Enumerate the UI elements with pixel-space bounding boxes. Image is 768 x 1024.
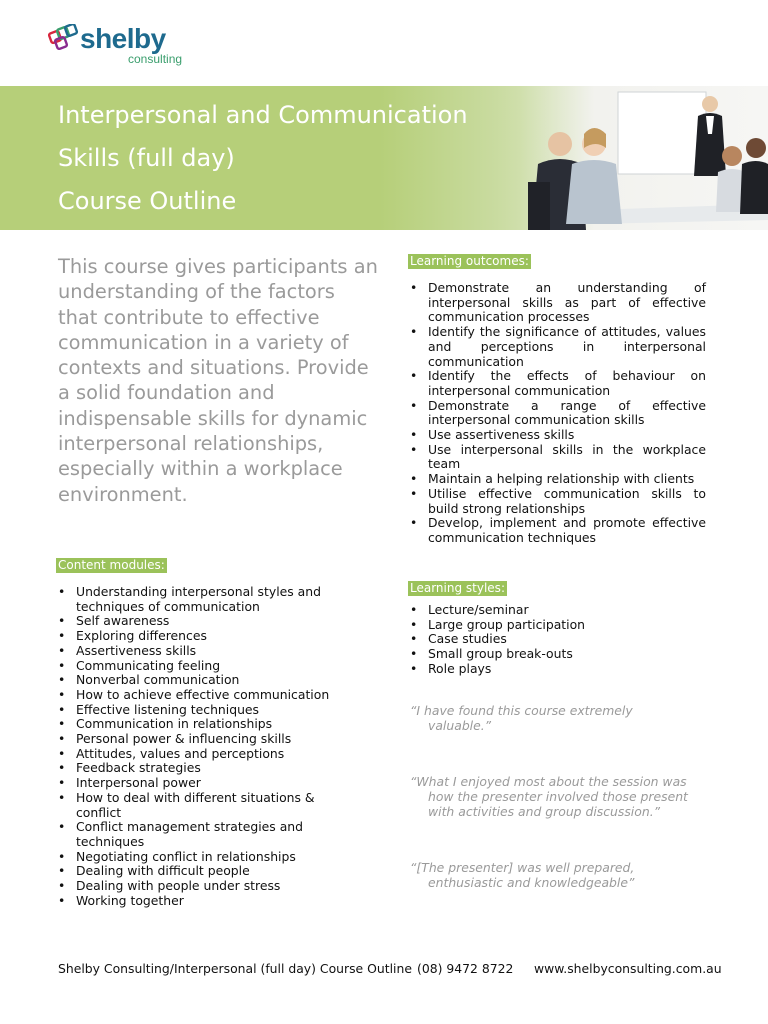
- content-modules-heading: Content modules:: [58, 558, 165, 572]
- list-item: • Personal power & influencing skills: [58, 732, 348, 747]
- list-item: • Use interpersonal skills in the workplace team: [410, 443, 706, 472]
- testimonial-quote: [410, 704, 720, 734]
- testimonial-quote: [410, 775, 720, 819]
- quote-line: valuable.”: [428, 717, 492, 733]
- list-item: • Case studies: [410, 632, 706, 647]
- list-item: • Large group participation: [410, 618, 706, 633]
- list-item: • Role plays: [410, 662, 706, 677]
- list-item: • Identify the effects of behaviour on interpersonal communication: [410, 369, 706, 398]
- quote-line: with activities and group discussion.”: [428, 803, 661, 819]
- business-meeting-photo: [520, 86, 768, 230]
- list-item: • Dealing with people under stress: [58, 879, 348, 894]
- list-item: • Small group break-outs: [410, 647, 706, 662]
- quote-line: “[The presenter] was well prepared,: [410, 860, 635, 875]
- title-line-2: Skills (full day): [58, 144, 235, 172]
- list-item: • Effective listening techniques: [58, 703, 348, 718]
- logo-subtitle: consulting: [128, 52, 183, 66]
- list-item: • Develop, implement and promote effective communication techniques: [410, 516, 706, 545]
- list-item: • Working together: [58, 894, 348, 909]
- learning-styles-list: [410, 603, 706, 677]
- quote-line: “I have found this course extremely: [410, 703, 633, 718]
- footer-phone: (08) 9472 8722: [417, 961, 514, 976]
- list-item: • Use assertiveness skills: [410, 428, 706, 443]
- list-item: • Dealing with difficult people: [58, 864, 348, 879]
- quote-line: “What I enjoyed most about the session was: [410, 774, 687, 789]
- content-modules-list: [58, 585, 348, 908]
- list-item: • Communicating feeling: [58, 659, 348, 674]
- logo-name: shelby: [80, 23, 166, 54]
- quote-line: how the presenter involved those present: [428, 788, 688, 804]
- intro-paragraph: This course gives participants an understanding of the factors that contribute to effective communication in a variety of contexts and situations. Provide a solid foundation and indispensable skills for dynamic interpersonal relationships, especially within a workplace environment.: [58, 255, 378, 506]
- learning-outcomes-list: [410, 281, 706, 546]
- list-item: • Self awareness: [58, 614, 348, 629]
- list-item: • Nonverbal communication: [58, 673, 348, 688]
- shelby-logo: [48, 20, 183, 72]
- title-line-3: Course Outline: [58, 187, 237, 215]
- list-item: • Understanding interpersonal styles and techniques of communication: [58, 585, 348, 614]
- list-item: • Maintain a helping relationship with clients: [410, 472, 706, 487]
- list-item: • Interpersonal power: [58, 776, 348, 791]
- footer-website: www.shelbyconsulting.com.au: [534, 961, 722, 976]
- list-item: • Conflict management strategies and techniques: [58, 820, 348, 849]
- page-title: [58, 94, 498, 223]
- list-item: • Negotiating conflict in relationships: [58, 850, 348, 865]
- learning-outcomes-heading: Learning outcomes:: [410, 254, 529, 268]
- list-item: • Attitudes, values and perceptions: [58, 747, 348, 762]
- list-item: • Utilise effective communication skills to build strong relationships: [410, 487, 706, 516]
- list-item: • Lecture/seminar: [410, 603, 706, 618]
- title-line-1: Interpersonal and Communication: [58, 101, 468, 129]
- list-item: • Assertiveness skills: [58, 644, 348, 659]
- list-item: • How to deal with different situations & conflict: [58, 791, 348, 820]
- list-item: • Communication in relationships: [58, 717, 348, 732]
- list-item: • Demonstrate an understanding of interpersonal skills as part of effective communication processes: [410, 281, 706, 325]
- list-item: • How to achieve effective communication: [58, 688, 348, 703]
- list-item: • Identify the significance of attitudes, values and perceptions in interpersonal communication: [410, 325, 706, 369]
- footer-course-name: Shelby Consulting/Interpersonal (full day) Course Outline: [58, 961, 412, 976]
- title-banner: [0, 86, 768, 230]
- learning-styles-heading: Learning styles:: [410, 581, 505, 595]
- list-item: • Feedback strategies: [58, 761, 348, 776]
- list-item: • Exploring differences: [58, 629, 348, 644]
- chain-links-logo-icon: [48, 24, 82, 52]
- quote-line: enthusiastic and knowledgeable”: [428, 874, 635, 890]
- testimonial-quote: [410, 861, 720, 891]
- list-item: • Demonstrate a range of effective interpersonal communication skills: [410, 399, 706, 428]
